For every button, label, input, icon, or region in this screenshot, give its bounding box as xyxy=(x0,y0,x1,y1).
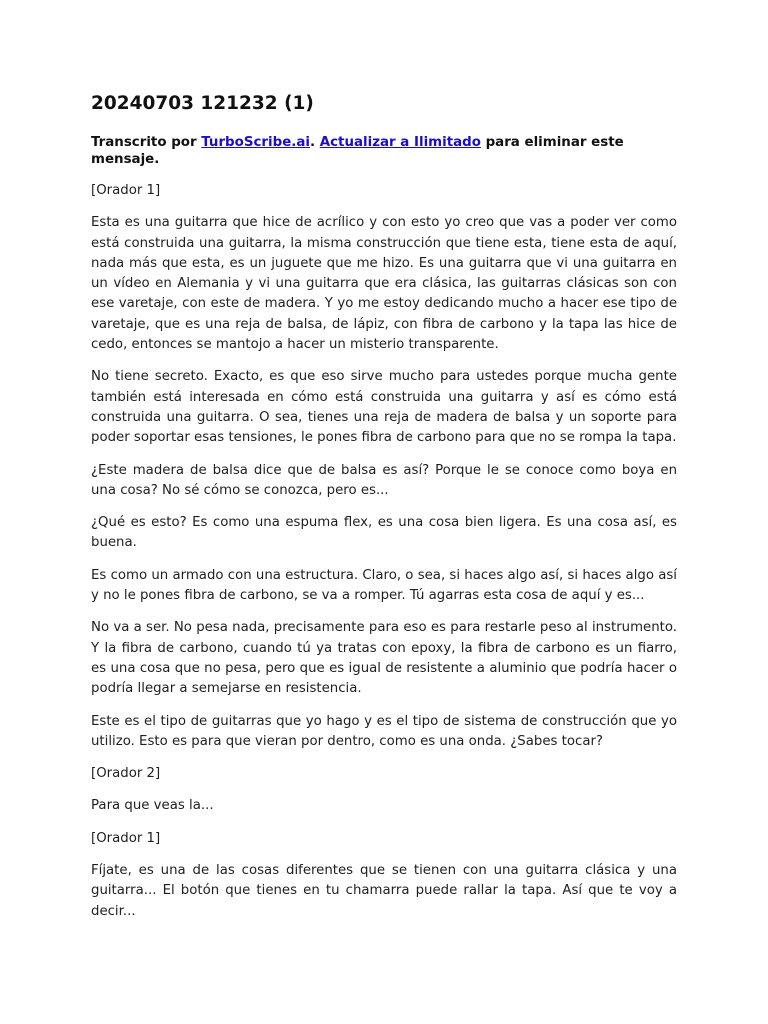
transcript-paragraph: Es como un armado con una estructura. Claro, o sea, si haces algo así, si haces algo así y no le pones fibra de carbono, se va a romper. Tú agarras esta cosa de aquí y es... xyxy=(91,567,677,604)
speaker-label: [Orador 2] xyxy=(91,766,161,782)
transcript-paragraph: No tiene secreto. Exacto, es que eso sirve mucho para ustedes porque mucha gente también está interesada en cómo está construida una guitarra y así es cómo está construida una guitarra. O sea, tienes una reja de madera de balsa y un soporte para poder soportar esas tensiones, le pones fibra de carbono para que no se rompa la tapa. xyxy=(91,369,677,446)
speaker-label: [Orador 1] xyxy=(91,183,161,198)
notice-suffix: para eliminar este mensaje. xyxy=(91,135,624,167)
document-title: 20240703 121232 (1) xyxy=(91,93,314,114)
notice-separator: . xyxy=(310,135,320,150)
transcript-body xyxy=(91,181,677,922)
transcript-paragraph: Este es el tipo de guitarras que yo hago y es el tipo de sistema de construcción que yo utilizo. Esto es para que vieran por dentro, como es una onda. ¿Sabes tocar? xyxy=(91,713,677,749)
transcript-paragraph: ¿Este madera de balsa dice que de balsa es así? Porque le se conoce como boya en una cosa? No sé cómo se conozca, pero es... xyxy=(91,462,677,498)
speaker-label: [Orador 1] xyxy=(91,830,161,846)
turboscribe-link[interactable]: TurboScribe.ai xyxy=(201,135,310,150)
transcript-paragraph: Fíjate, es una de las cosas diferentes que se tienen con una guitarra clásica y una guitarra... El botón que tienes en tu chamarra puede rallar la tapa. Así que te voy a decir... xyxy=(91,863,677,919)
transcript-paragraph: ¿Qué es esto? Es como una espuma flex, es una cosa bien ligera. Es una cosa así, es buena. xyxy=(91,515,677,551)
notice-prefix: Transcrito por xyxy=(91,135,202,150)
transcript-paragraph: Esta es una guitarra que hice de acrílico y con esto yo creo que vas a poder ver como está construida una guitarra, la misma construcción que tiene esta, tiene esta de aquí, nada más que esta, es un juguete que me hizo. Es una guitarra que vi una guitarra en un vídeo en Alemania y vi una guitarra que era clásica, las guitarras clásicas son con ese varetaje, con este de madera. Y yo me estoy dedicando mucho a hacer ese tipo de varetaje, que es una reja de balsa, de lápiz, con fibra de carbono y la tapa las hice de cedo, entonces se mantojo a hacer un misterio transparente. xyxy=(91,215,677,353)
transcript-paragraph: No va a ser. No pesa nada, precisamente para eso es para restarle peso al instrumento. Y la fibra de carbono, cuando tú ya tratas con epoxy, la fibra de carbono es un fiarro, es una cosa que no pesa, pero que es igual de resistente a aluminio que podría hacer o podría llegar a semejarse en resistencia. xyxy=(91,620,677,697)
document-page xyxy=(91,90,677,934)
transcription-notice xyxy=(91,134,677,168)
upgrade-unlimited-link[interactable]: Actualizar a Ilimitado xyxy=(319,135,481,150)
transcript-paragraph: Para que veas la... xyxy=(91,798,214,814)
